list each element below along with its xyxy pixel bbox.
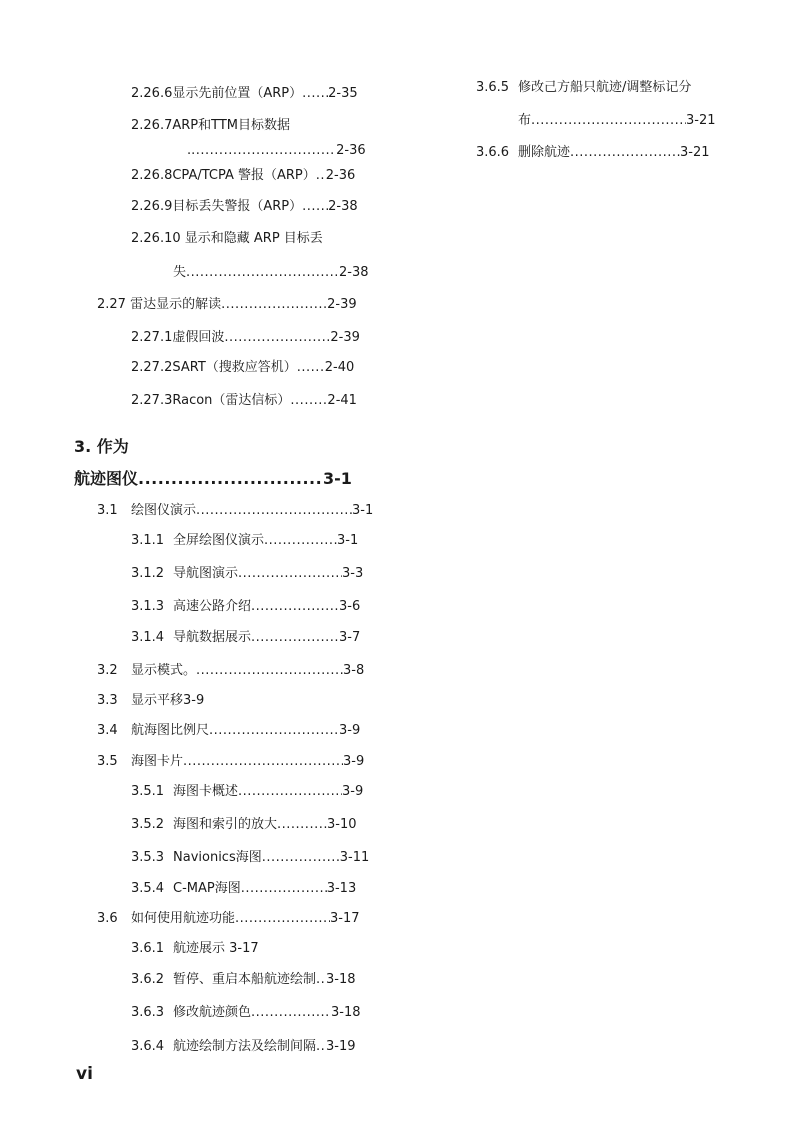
entry-page: 3-17 xyxy=(330,911,360,926)
entry-page: 2-36 xyxy=(325,168,356,183)
entry-title: 删除航迹 xyxy=(518,145,571,160)
chapter-entry[interactable] xyxy=(74,468,352,490)
entry-page: 3-21 xyxy=(686,113,716,128)
entry-number: 3.5.4 xyxy=(131,881,165,896)
entry-title: 修改己方船只航迹/调整标记分 xyxy=(518,80,692,95)
entry-number: 3.1 xyxy=(97,503,118,518)
toc-entry[interactable] xyxy=(131,971,356,989)
toc-entry[interactable] xyxy=(97,502,373,520)
entry-number: 3.6.2 xyxy=(131,972,165,987)
entry-title: 修改航迹颜色 xyxy=(173,1005,252,1020)
dot-leader xyxy=(238,783,342,801)
entry-page: 3-9 xyxy=(342,784,364,799)
entry-page: 3-11 xyxy=(339,850,370,865)
entry-title: 航迹展示 3-17 xyxy=(173,941,259,956)
dot-leader xyxy=(224,329,330,347)
entry-number: 2.26.10 xyxy=(131,231,181,246)
entry-page: 3-8 xyxy=(343,663,365,678)
toc-entry-continued[interactable] xyxy=(187,142,366,160)
entry-title: 全屏绘图仪演示 xyxy=(173,533,265,548)
entry-title: 暂停、重启本船航迹绘制 xyxy=(173,972,317,987)
dot-leader xyxy=(196,662,343,680)
chapter-heading: 3. 作为 xyxy=(74,437,129,456)
toc-entry[interactable] xyxy=(131,598,360,616)
entry-page: 3-9 xyxy=(343,754,365,769)
entry-title: Navionics海图 xyxy=(173,850,262,865)
entry-number: 3.1.1 xyxy=(131,533,165,548)
entry-title: 显示和隐藏 ARP 目标丢 xyxy=(184,231,323,246)
chapter-title: 航迹图仪 xyxy=(74,469,139,488)
toc-entry[interactable] xyxy=(476,79,691,97)
dot-leader xyxy=(302,198,328,216)
toc-entry[interactable] xyxy=(131,1038,356,1056)
entry-title: ARP和TTM目标数据 xyxy=(172,118,290,133)
entry-number: 3.1.2 xyxy=(131,566,165,581)
dot-leader xyxy=(235,910,330,928)
entry-page: 3-18 xyxy=(326,972,356,987)
toc-entry[interactable] xyxy=(476,144,710,162)
dot-leader xyxy=(297,359,325,377)
entry-title: 失 xyxy=(173,265,187,280)
entry-page: 2-39 xyxy=(330,330,360,345)
entry-number: 2.27 xyxy=(97,297,126,312)
entry-page: 3-7 xyxy=(339,630,361,645)
toc-entry[interactable] xyxy=(131,532,358,550)
toc-entry[interactable] xyxy=(131,849,369,867)
dot-leader xyxy=(251,1004,331,1022)
dot-leader xyxy=(221,296,327,314)
toc-entry-continued[interactable] xyxy=(173,264,369,282)
entry-title: 雷达显示的解读 xyxy=(130,297,222,312)
entry-number: 3.5.2 xyxy=(131,817,165,832)
dot-leader xyxy=(238,565,342,583)
entry-title: 如何使用航迹功能 xyxy=(131,911,236,926)
toc-entry[interactable] xyxy=(97,692,204,710)
entry-number: 3.6.6 xyxy=(476,145,510,160)
entry-page: 3-1 xyxy=(352,503,374,518)
toc-entry[interactable] xyxy=(131,198,358,216)
entry-title: 显示平移3-9 xyxy=(131,693,205,708)
toc-entry[interactable] xyxy=(131,940,259,958)
toc-entry[interactable] xyxy=(131,629,360,647)
entry-title: 显示先前位置（ARP） xyxy=(172,86,303,101)
entry-number: 3.3 xyxy=(97,693,118,708)
toc-entry[interactable] xyxy=(131,1004,361,1022)
entry-title: Racon（雷达信标） xyxy=(172,393,291,408)
toc-entry[interactable] xyxy=(131,85,368,103)
entry-title: SART（搜救应答机） xyxy=(172,360,297,375)
entry-title: 海图和索引的放大 xyxy=(173,817,278,832)
entry-number: 2.26.8 xyxy=(131,168,173,183)
dot-leader xyxy=(209,722,339,740)
entry-page: 3-3 xyxy=(342,566,364,581)
toc-entry[interactable] xyxy=(97,662,364,680)
toc-entry[interactable] xyxy=(97,910,360,928)
dot-leader xyxy=(302,85,328,103)
entry-number: 3.5.1 xyxy=(131,784,165,799)
entry-title: 绘图仪演示 xyxy=(131,503,197,518)
entry-title: 海图卡概述 xyxy=(173,784,239,799)
entry-page: 3-19 xyxy=(326,1039,356,1054)
entry-number: 3.2 xyxy=(97,663,118,678)
entry-page: 2-40 xyxy=(324,360,355,375)
entry-title: 航迹绘制方法及绘制间隔 xyxy=(173,1039,317,1054)
dot-leader xyxy=(316,1038,326,1056)
chapter-page: 3-1 xyxy=(323,469,352,488)
entry-title: 海图卡片 xyxy=(131,754,184,769)
entry-title: 布 xyxy=(518,113,532,128)
dot-leader xyxy=(277,816,327,834)
entry-title: 目标丢失警报（ARP） xyxy=(172,199,303,214)
dot-leader xyxy=(316,167,326,185)
entry-number: 3.6.5 xyxy=(476,80,510,95)
entry-number: 3.4 xyxy=(97,723,118,738)
toc-entry[interactable] xyxy=(131,167,355,185)
dot-leader xyxy=(570,144,680,162)
dot-leader xyxy=(264,532,337,550)
dot-leader xyxy=(183,753,343,771)
entry-page: 2-39 xyxy=(327,297,357,312)
dot-leader xyxy=(316,971,326,989)
dot-leader xyxy=(531,112,686,130)
toc-entry[interactable] xyxy=(131,230,323,248)
entry-page: 3-13 xyxy=(326,881,357,896)
toc-entry-continued[interactable] xyxy=(518,112,716,130)
entry-number: 2.27.1 xyxy=(131,330,173,345)
toc-entry[interactable] xyxy=(131,783,363,801)
entry-title: 显示模式。 xyxy=(131,663,197,678)
entry-title: . xyxy=(187,143,192,158)
entry-number: 2.26.6 xyxy=(131,86,173,101)
dot-leader xyxy=(290,392,327,410)
entry-page: 3-21 xyxy=(680,145,710,160)
toc-entry[interactable] xyxy=(131,359,354,377)
dot-leader xyxy=(186,264,339,282)
entry-title: 导航数据展示 xyxy=(173,630,252,645)
entry-number: 2.26.9 xyxy=(131,199,173,214)
entry-number: 3.5 xyxy=(97,754,118,769)
entry-title: 导航图演示 xyxy=(173,566,239,581)
entry-number: 3.6.4 xyxy=(131,1039,165,1054)
dot-leader xyxy=(241,880,327,898)
entry-page: 3-6 xyxy=(339,599,361,614)
entry-page: 2-38 xyxy=(328,199,358,214)
entry-page: 3-9 xyxy=(339,723,361,738)
entry-number: 3.6.3 xyxy=(131,1005,165,1020)
entry-number: 3.6 xyxy=(97,911,118,926)
dot-leader xyxy=(191,142,336,160)
entry-number: 3.6.1 xyxy=(131,941,165,956)
entry-page: 2-36 xyxy=(336,143,366,158)
entry-page: 2-35 xyxy=(328,86,358,101)
entry-title: 航海图比例尺 xyxy=(131,723,210,738)
toc-entry[interactable] xyxy=(131,565,363,583)
entry-number: 2.27.2 xyxy=(131,360,173,375)
dot-leader xyxy=(262,849,340,867)
entry-page: 2-38 xyxy=(339,265,369,280)
entry-title: C-MAP海图 xyxy=(173,881,241,896)
entry-number: 3.5.3 xyxy=(131,850,165,865)
entry-number: 2.27.3 xyxy=(131,393,173,408)
entry-number: 2.26.7 xyxy=(131,118,173,133)
entry-page: 3-1 xyxy=(337,533,359,548)
toc-entry[interactable] xyxy=(97,753,364,771)
toc-entry[interactable] xyxy=(97,296,357,314)
entry-number: 3.1.3 xyxy=(131,599,165,614)
dot-leader xyxy=(138,468,323,490)
entry-title: 虚假回波 xyxy=(172,330,225,345)
toc-entry[interactable] xyxy=(131,816,357,834)
toc-entry[interactable] xyxy=(131,329,360,347)
entry-page: 2-41 xyxy=(327,393,357,408)
dot-leader xyxy=(251,598,339,616)
dot-leader xyxy=(251,629,339,647)
toc-entry[interactable] xyxy=(131,117,290,135)
toc-entry[interactable] xyxy=(131,880,356,898)
entry-title: 高速公路介绍 xyxy=(173,599,252,614)
dot-leader xyxy=(196,502,352,520)
toc-entry[interactable] xyxy=(97,722,360,740)
entry-number: 3.1.4 xyxy=(131,630,165,645)
toc-entry[interactable] xyxy=(131,392,357,410)
entry-page: 3-10 xyxy=(327,817,357,832)
entry-page: 3-18 xyxy=(331,1005,361,1020)
entry-title: CPA/TCPA 警报（ARP） xyxy=(172,168,316,183)
page-folio: vi xyxy=(76,1064,93,1084)
